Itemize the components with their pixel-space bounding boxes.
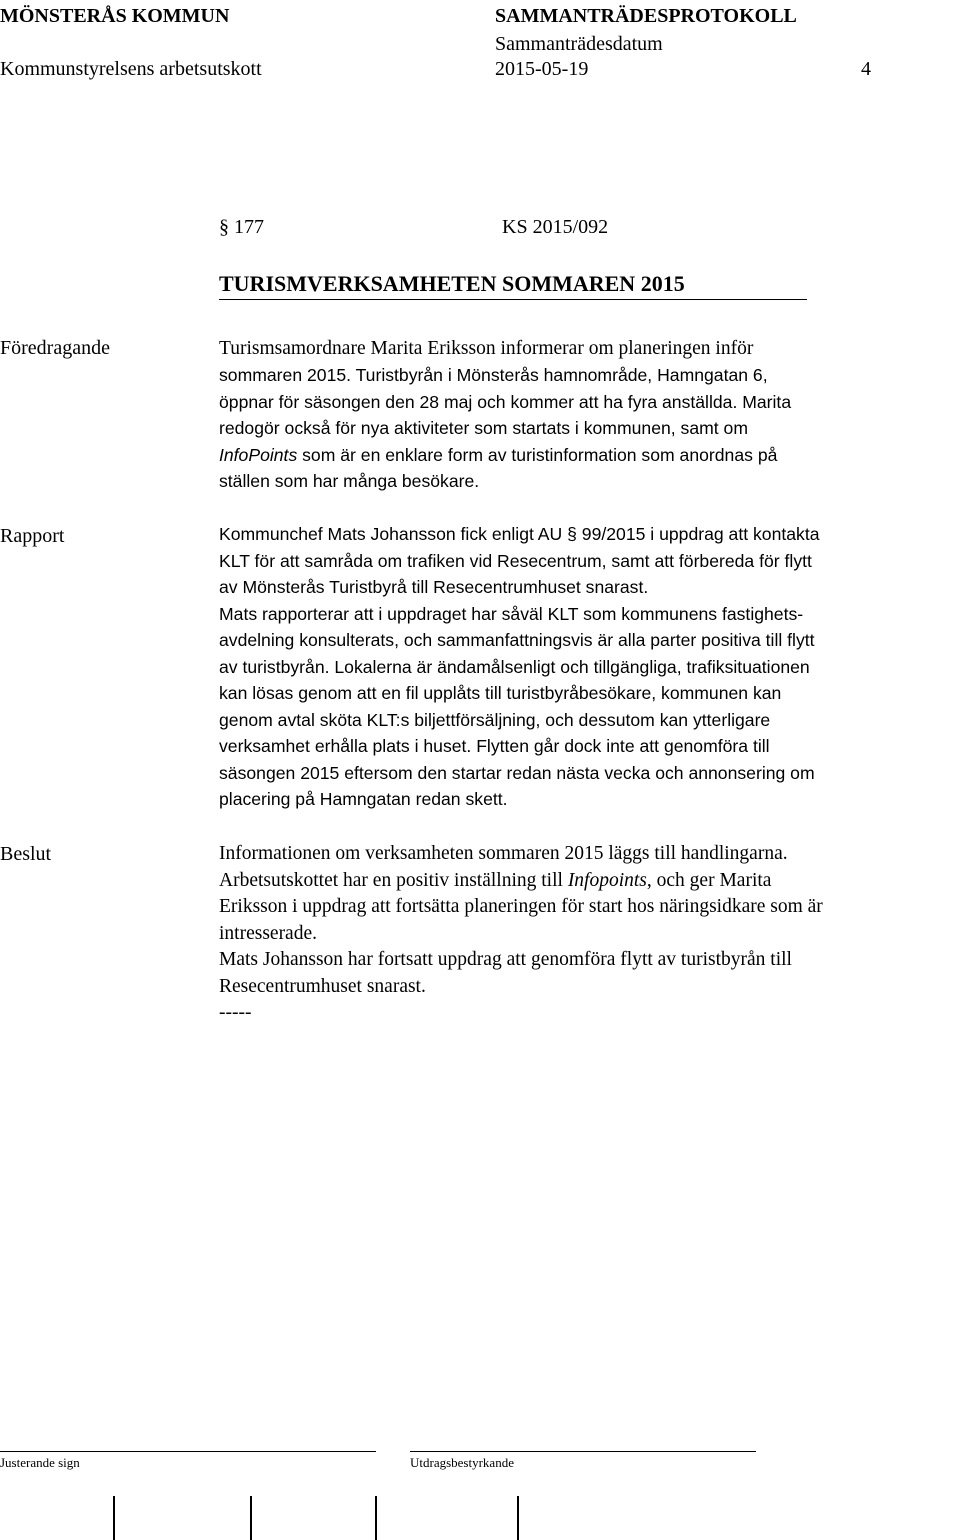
meeting-date: 2015-05-19 [495, 58, 589, 80]
document-type: SAMMANTRÄDESPROTOKOLL [495, 5, 797, 27]
rapport-text [219, 521, 944, 813]
text-line: Resecentrumhuset snarast. [219, 975, 426, 997]
text-line: kan lösas genom att en fil upplåts till turistbyråbesökare, kommunen kan [219, 683, 782, 703]
foredragande-text [219, 362, 944, 495]
section-title: TURISMVERKSAMHETEN SOMMAREN 2015 [219, 271, 685, 296]
signature-box-divider [517, 1496, 519, 1540]
signature-box-divider [375, 1496, 377, 1540]
text-line: Kommunchef Mats Johansson fick enligt AU § 99/2015 i uppdrag att kontakta [219, 524, 820, 544]
text-line: Eriksson i uppdrag att fortsätta planeringen för start hos näringsidkare som är [219, 896, 823, 917]
text-line: placering på Hamngatan redan skett. [219, 789, 508, 809]
case-reference: KS 2015/092 [502, 216, 609, 238]
footer-rule-right [410, 1451, 756, 1452]
text-line: sommaren 2015. Turistbyrån i Mönsterås hamnområde, Hamngatan 6, [219, 365, 768, 385]
text-segment: som är en enklare form av turistinformation som anordnas på [297, 444, 778, 465]
section-number: § 177 [219, 216, 264, 238]
text-line: avdelning konsulterats, och sammanfattningsvis är alla parter positiva till flytt [219, 630, 815, 650]
text-line: av turistbyrån. Lokalerna är ändamålsenligt och tillgängliga, trafiksituationen [219, 656, 810, 677]
text-line: Mats Johansson har fortsatt uppdrag att genomföra flytt av turistbyrån till [219, 949, 792, 970]
label-rapport: Rapport [0, 525, 65, 547]
org-name: MÖNSTERÅS KOMMUN [0, 5, 230, 27]
label-foredragande: Föredragande [0, 337, 110, 359]
text-segment: Arbetsutskottet har en positiv inställning till [219, 869, 568, 891]
text-line [219, 442, 944, 469]
footer-justerande-sign: Justerande sign [0, 1455, 80, 1470]
text-line: säsongen 2015 eftersom den startar redan nästa vecka och annonsering om [219, 762, 815, 783]
text-line: Mats rapporterar att i uppdraget har såväl KLT som kommunens fastighets- [219, 603, 804, 624]
text-line: Turismsamordnare Marita Eriksson informerar om planeringen inför [219, 338, 754, 359]
text-segment: , och ger Marita [646, 869, 772, 891]
page-number: 4 [861, 58, 871, 80]
text-line: av Mönsterås Turistbyrå till Resecentrumhuset snarast. [219, 577, 649, 597]
signature-box-divider [250, 1496, 252, 1540]
text-line: Informationen om verksamheten sommaren 2015 läggs till handlingarna. [219, 843, 788, 864]
foredragande-text-serif [219, 336, 944, 363]
text-line: verksamhet erhålla plats i huset. Flytten går dock inte att genomföra till [219, 736, 770, 756]
infopoints-term: Infopoints [567, 869, 647, 891]
text-line: öppnar för säsongen den 28 maj och kommer att ha fyra anställda. Marita [219, 391, 792, 412]
beslut-text [219, 841, 944, 1027]
text-line: redogör också för nya aktiviteter som startats i kommunen, samt om [219, 418, 748, 438]
text-line [219, 868, 944, 895]
text-line: KLT för att samråda om trafiken vid Resecentrum, samt att förbereda för flytt [219, 550, 812, 571]
signature-box-divider [113, 1496, 115, 1540]
end-dashes: ----- [219, 1002, 252, 1023]
title-underline [219, 299, 807, 300]
text-line: intresserade. [219, 922, 317, 944]
footer-rule-left [0, 1451, 376, 1452]
text-line: ställen som har många besökare. [219, 471, 480, 491]
body-name: Kommunstyrelsens arbetsutskott [0, 58, 262, 80]
label-beslut: Beslut [0, 843, 52, 865]
infopoints-term: InfoPoints [219, 444, 298, 465]
date-label: Sammanträdesdatum [495, 33, 663, 55]
text-line: genom avtal sköta KLT:s biljettförsäljning, och dessutom kan ytterligare [219, 709, 771, 730]
footer-utdragsbestyrkande: Utdragsbestyrkande [410, 1455, 514, 1470]
